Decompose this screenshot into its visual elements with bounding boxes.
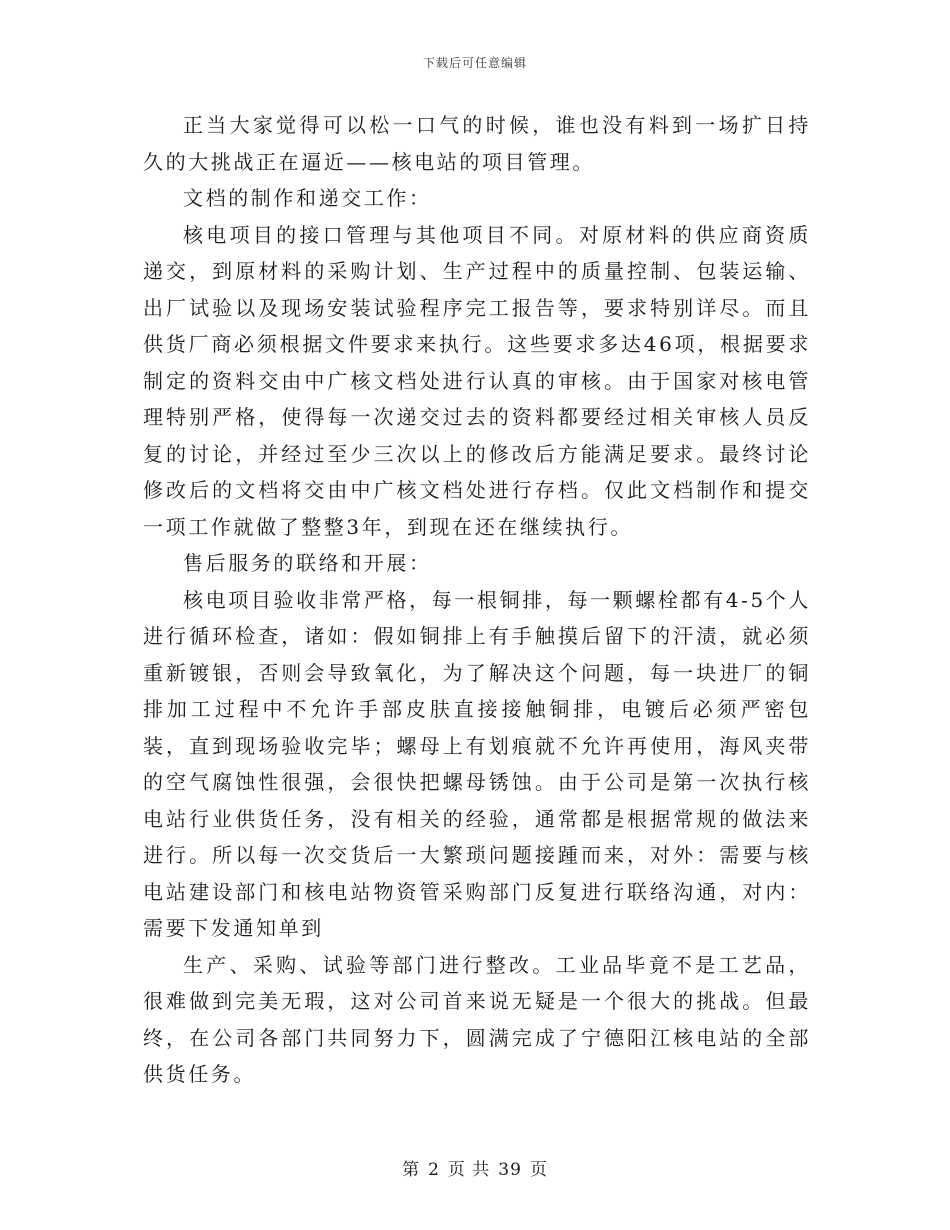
footer-middle: 页 共 [447, 1160, 491, 1180]
body-paragraph: 核电项目验收非常严格，每一根铜排，每一颗螺栓都有4-5个人进行循环检查，诸如：假如铜排上有手触摸后留下的汗渍，就必须重新镀银，否则会导致氧化，为了解决这个问题，每一块进厂的铜排加工过程中不允许手部皮肤直接接触铜排，电镀后必须严密包装，直到现场验收完毕；螺母上有划痕就不允许再使用，海风夹带的空气腐蚀性很强，会很快把螺母锈蚀。由于公司是第一次执行核电站行业供货任务，没有相关的经验，通常都是根据常规的做法来进行。所以每一次交货后一大繁琐问题接踵而来，对外：需要与核电站建设部门和核电站物资管采购部门反复进行联络沟通，对内：需要下发通知单到 [143, 587, 811, 940]
footer-suffix: 页 [529, 1160, 548, 1180]
total-pages-number: 39 [498, 1160, 522, 1180]
body-paragraph: 核电项目的接口管理与其他项目不同。对原材料的供应商资质递交，到原材料的采购计划、生产过程中的质量控制、包装运输、出厂试验以及现场安装试验程序完工报告等，要求特别详尽。而且供货厂商必须根据文件要求来执行。这些要求多达46项，根据要求制定的资料交由中广核文档处进行认真的审核。由于国家对核电管理特别严格，使得每一次递交过去的资料都要经过相关审核人员反复的讨论，并经过至少三次以上的修改后方能满足要求。最终讨论修改后的文档将交由中广核文档处进行存档。仅此文档制作和提交一项工作就做了整整3年，到现在还在继续执行。 [143, 222, 811, 539]
page-footer [0, 1155, 950, 1180]
document-body [143, 107, 811, 1093]
body-paragraph: 正当大家觉得可以松一口气的时候，谁也没有料到一场扩日持久的大挑战正在逼近——核电站的项目管理。 [143, 113, 811, 174]
section-heading-documents: 文档的制作和递交工作： [183, 186, 432, 210]
current-page-number: 2 [428, 1160, 440, 1180]
body-paragraph: 生产、采购、试验等部门进行整改。工业品毕竟不是工艺品，很难做到完美无瑕，这对公司首来说无疑是一个很大的挑战。但最终，在公司各部门共同努力下，圆满完成了宁德阳江核电站的全部供货任务。 [143, 952, 811, 1086]
footer-prefix: 第 [402, 1160, 421, 1180]
section-heading-after-sales: 售后服务的联络和开展： [183, 551, 432, 575]
page-header: 下载后可任意编辑 [422, 56, 527, 70]
